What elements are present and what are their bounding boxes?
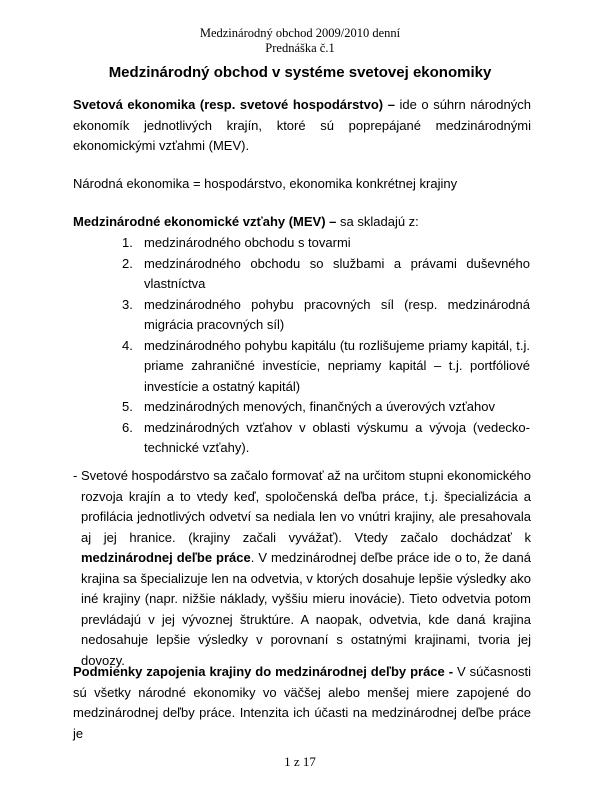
paragraph-mev-heading [73,212,531,233]
division-of-labour-text-end: . V medzinárodnej deľbe práce ide o to, že daná krajina sa špecializuje len na odvetvia, v ktorých dosahuje lepšie výsledky ako iné krajiny (napr. nižšie náklady, vyššiu mieru inovácie). Tieto odvetvia potom prevládajú v jej vývoznej štruktúre. A naopak, odvetvia, kde daná krajina nedosahuje lepšie výsledky v porovnaní s ostatnými krajinami, tvoria jej dovozy. [81,550,531,668]
page-number-footer: 1 z 17 [284,754,316,769]
list-item-number: 2. [122,255,133,271]
list-item-number: 3. [122,296,133,312]
list-item [122,336,530,398]
paragraph-division-of-labour [73,466,531,671]
mev-components-list [122,233,530,459]
document-title: Medzinárodný obchod v systéme svetovej ekonomiky [108,64,492,81]
conditions-text: V súčasnosti sú všetky národné ekonomiky vo väčšej alebo menšej miere zapojené do medzinárodnej deľby práce. Intenzita ich účasti na medzinárodnej deľbe práce je [73,664,531,741]
list-item [122,233,530,254]
list-item-number: 1. [122,235,133,250]
list-item-number: 6. [122,419,133,435]
list-item [122,295,530,336]
running-header-lecture: Prednáška č.1 [265,41,335,55]
list-item-text: medzinárodných menových, finančných a úverových vzťahov [144,399,495,414]
list-item-number: 5. [122,399,133,414]
term-world-economy: Svetová ekonomika (resp. svetové hospodárstvo) – [73,97,395,112]
mev-intro-text: sa skladajú z: [336,214,419,229]
term-international-division-of-labour: medzinárodnej deľbe práce [81,550,251,565]
list-item-text: medzinárodného pohybu kapitálu (tu rozlišujeme priamy kapitál, t.j. priame zahraničné investície, nepriamy kapitál – t.j. portfóliové investície a ostatný kapitál) [144,337,530,394]
list-item [122,397,530,418]
term-mev: Medzinárodné ekonomické vzťahy (MEV) – [73,214,337,229]
running-header-course: Medzinárodný obchod 2009/2010 denní [199,26,401,40]
term-conditions: Podmienky zapojenia krajiny do medzinárodnej deľby práce - [73,664,454,679]
division-of-labour-text-start: - Svetové hospodárstvo sa začalo formovať až na určitom stupni ekonomického rozvoja krajín a to vtedy keď, spoločenská deľba práce, t.j. špecializácia a profilácia jednotlivých odvetví sa nediala len vo vnútri krajiny, ale presahovala aj jej hranice. (krajiny začali vyvážať). Vtedy začalo dochádzať k [73,468,531,545]
paragraph-world-economy [73,95,531,157]
list-item [122,254,530,295]
paragraph-conditions [73,662,531,744]
list-item [122,418,530,459]
paragraph-national-economy: Národná ekonomika = hospodárstvo, ekonomika konkrétnej krajiny [73,176,458,191]
list-item-text: medzinárodného obchodu s tovarmi [144,235,351,250]
definition-world-economy: ide o súhrn národných ekonomík jednotlivých krajín, ktoré sú poprepájané medzinárodnými ekonomickými vzťahmi (MEV). [73,97,531,153]
list-item-text: medzinárodného pohybu pracovných síl (resp. medzinárodná migrácia pracovných síl) [144,296,530,332]
list-item-text: medzinárodného obchodu so službami a právami duševného vlastníctva [144,255,530,291]
list-item-text: medzinárodných vzťahov v oblasti výskumu a vývoja (vedecko-technické vzťahy). [144,419,530,455]
list-item-number: 4. [122,337,133,353]
